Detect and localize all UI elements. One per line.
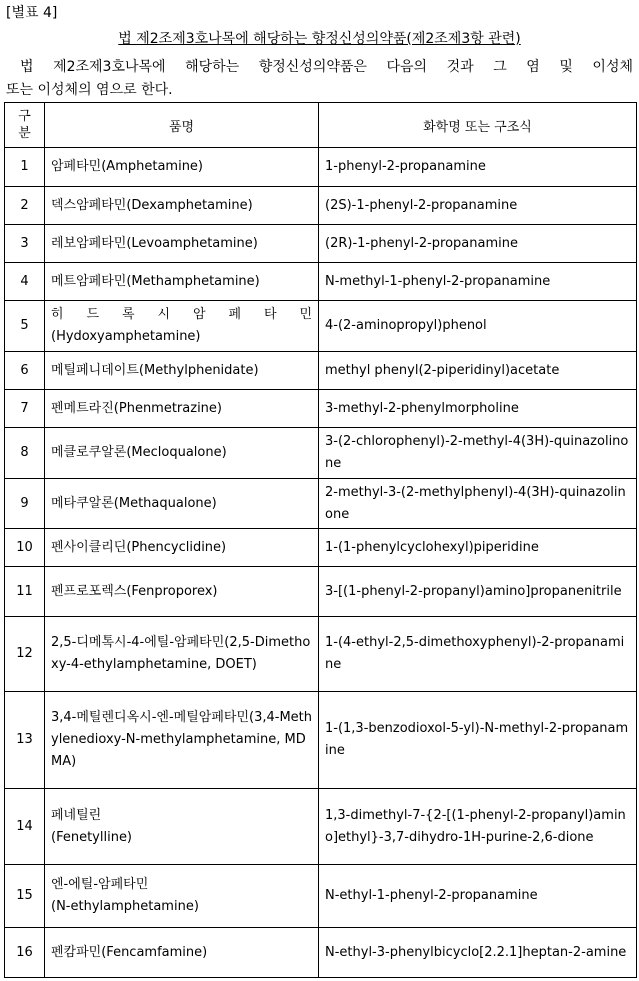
- table-row: [5, 529, 637, 567]
- row-formula: 2-methyl-3-(2-methylphenyl)-4(3H)-quinazolinone: [319, 479, 637, 529]
- row-no: 16: [5, 928, 45, 978]
- substances-table: [4, 102, 637, 978]
- row-no: 9: [5, 479, 45, 529]
- table-row: [5, 225, 637, 263]
- row-name-english: (Hydoxyamphetamine): [51, 329, 201, 344]
- row-formula: 3-[(1-phenyl-2-propanyl)amino]propanenitrile: [319, 567, 637, 617]
- row-no: 11: [5, 567, 45, 617]
- row-name: [45, 789, 319, 865]
- row-no: 4: [5, 263, 45, 301]
- row-formula: (2R)-1-phenyl-2-propanamine: [319, 225, 637, 263]
- table-header-row: [5, 103, 637, 148]
- row-formula: (2S)-1-phenyl-2-propanamine: [319, 187, 637, 225]
- row-no: 5: [5, 301, 45, 352]
- row-name: 메타쿠알론(Methaqualone): [45, 479, 319, 529]
- row-name: [45, 865, 319, 928]
- row-formula: 3-(2-chlorophenyl)-2-methyl-4(3H)-quinazolinone: [319, 428, 637, 479]
- intro-line-2: 또는 이성체의 염으로 한다.: [6, 82, 173, 98]
- table-row: [5, 692, 637, 789]
- row-no: 13: [5, 692, 45, 789]
- row-formula: 1-(1,3-benzodioxol-5-yl)-N-methyl-2-propanamine: [319, 692, 637, 789]
- row-formula: 1-(1-phenylcyclohexyl)piperidine: [319, 529, 637, 567]
- row-name: 펜메트라진(Phenmetrazine): [45, 390, 319, 428]
- intro-line-1: 법 제2조제3호나목에 해당하는 향정신성의약품은 다음의 것과 그 염 및 이성체: [20, 59, 633, 75]
- row-formula: methyl phenyl(2-piperidinyl)acetate: [319, 352, 637, 390]
- row-formula: 1-phenyl-2-propanamine: [319, 148, 637, 187]
- table-row: [5, 187, 637, 225]
- row-no: 10: [5, 529, 45, 567]
- row-no: 1: [5, 148, 45, 187]
- row-formula: 1-(4-ethyl-2,5-dimethoxyphenyl)-2-propanamine: [319, 617, 637, 692]
- row-name: [45, 301, 319, 352]
- table-row: [5, 301, 637, 352]
- header-formula: 화학명 또는 구조식: [319, 103, 637, 148]
- intro-paragraph: [6, 56, 633, 102]
- row-no: 3: [5, 225, 45, 263]
- row-name: 펜프로포렉스(Fenproporex): [45, 567, 319, 617]
- table-row: [5, 928, 637, 978]
- row-name: 2,5-디메톡시-4-에틸-암페타민(2,5-Dimethoxy-4-ethylamphetamine, DOET): [45, 617, 319, 692]
- row-name: 3,4-메틸렌디옥시-엔-메틸암페타민(3,4-Methylenedioxy-N-methylamphetamine, MDMA): [45, 692, 319, 789]
- header-no: [5, 103, 45, 148]
- row-name: 메클로쿠알론(Mecloqualone): [45, 428, 319, 479]
- row-name: 메틸페니데이트(Methylphenidate): [45, 352, 319, 390]
- row-name: 덱스암페타민(Dexamphetamine): [45, 187, 319, 225]
- row-no: 2: [5, 187, 45, 225]
- row-no: 14: [5, 789, 45, 865]
- row-no: 8: [5, 428, 45, 479]
- row-formula: 3-methyl-2-phenylmorpholine: [319, 390, 637, 428]
- appendix-tag: [별표 4]: [6, 5, 58, 21]
- table-row: [5, 479, 637, 529]
- table-row: [5, 617, 637, 692]
- row-name: 레보암페타민(Levoamphetamine): [45, 225, 319, 263]
- header-no-top: 구: [18, 109, 31, 124]
- header-no-bottom: 분: [18, 126, 31, 141]
- row-formula: N-methyl-1-phenyl-2-propanamine: [319, 263, 637, 301]
- document-title-text: 법 제2조제3호나목에 해당하는 향정신성의약품(제2조제3항 관련): [118, 31, 521, 47]
- row-no: 7: [5, 390, 45, 428]
- row-name-korean: 히 드 록 시 암 페 타 민: [51, 307, 312, 322]
- row-no: 15: [5, 865, 45, 928]
- row-name: 펜사이클리딘(Phencyclidine): [45, 529, 319, 567]
- table-row: [5, 428, 637, 479]
- row-name-english: (Fenetylline): [51, 829, 133, 845]
- table-row: [5, 352, 637, 390]
- row-name-english: (N-ethylamphetamine): [51, 899, 199, 914]
- table-row: [5, 390, 637, 428]
- document-title: [0, 28, 639, 48]
- row-no: 6: [5, 352, 45, 390]
- table-row: [5, 567, 637, 617]
- row-name-korean: 페네틸린: [51, 807, 102, 823]
- row-name: 메트암페타민(Methamphetamine): [45, 263, 319, 301]
- table-row: [5, 263, 637, 301]
- header-name: 품명: [45, 103, 319, 148]
- row-formula: N-ethyl-1-phenyl-2-propanamine: [319, 865, 637, 928]
- row-name: 펜캄파민(Fencamfamine): [45, 928, 319, 978]
- table-row: [5, 148, 637, 187]
- row-formula: 4-(2-aminopropyl)phenol: [319, 301, 637, 352]
- table-row: [5, 789, 637, 865]
- row-formula: N-ethyl-3-phenylbicyclo[2.2.1]heptan-2-amine: [319, 928, 637, 978]
- row-no: 12: [5, 617, 45, 692]
- row-name-korean: 엔-에틸-암페타민: [51, 877, 149, 892]
- table-row: [5, 865, 637, 928]
- row-name: 암페타민(Amphetamine): [45, 148, 319, 187]
- row-formula: 1,3-dimethyl-7-{2-[(1-phenyl-2-propanyl)amino]ethyl}-3,7-dihydro-1H-purine-2,6-dione: [319, 789, 637, 865]
